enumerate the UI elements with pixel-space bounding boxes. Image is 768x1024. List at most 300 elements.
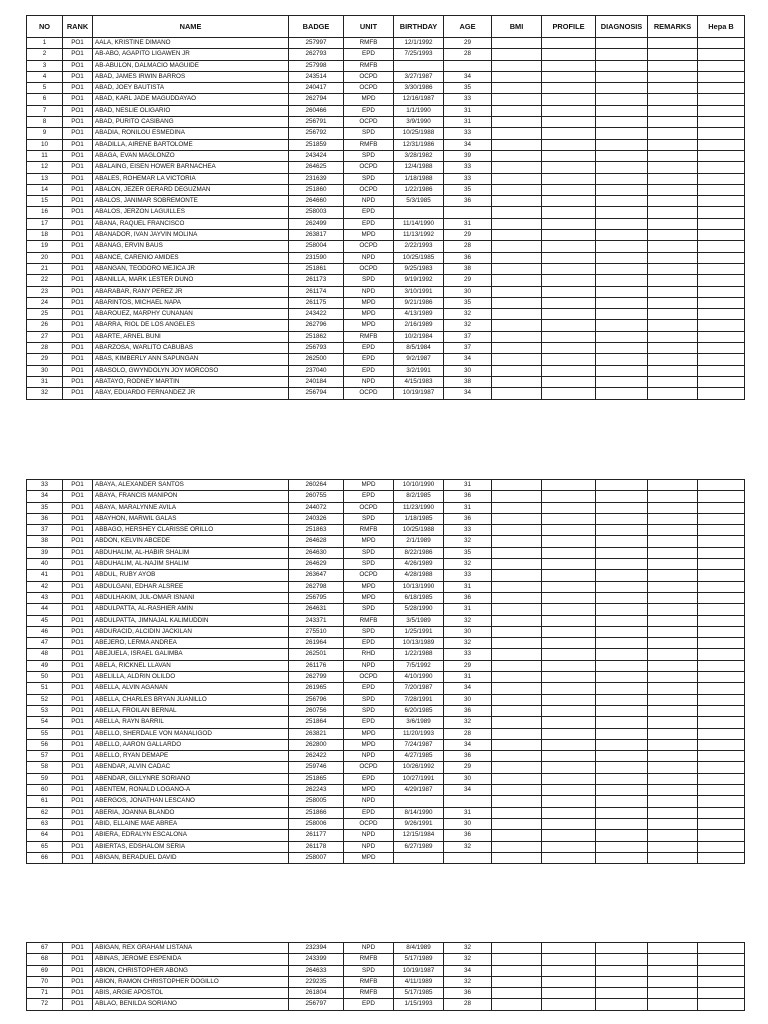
cell-profile xyxy=(542,139,596,150)
cell-unit: NPD xyxy=(344,796,394,807)
cell-bmi xyxy=(492,275,542,286)
cell-no: 4 xyxy=(27,71,63,82)
cell-hepa-b xyxy=(698,615,745,626)
cell-hepa-b xyxy=(698,252,745,263)
cell-rank: PO1 xyxy=(63,60,93,71)
cell-unit: RMFB xyxy=(344,38,394,49)
cell-badge: 262501 xyxy=(289,649,344,660)
cell-profile xyxy=(542,275,596,286)
cell-remarks xyxy=(648,570,698,581)
cell-birthday: 7/25/1993 xyxy=(394,49,444,60)
cell-diagnosis xyxy=(596,230,648,241)
cell-age: 35 xyxy=(444,184,492,195)
cell-unit: MPD xyxy=(344,739,394,750)
cell-bmi xyxy=(492,354,542,365)
table-row xyxy=(27,943,745,954)
cell-hepa-b xyxy=(698,751,745,762)
cell-profile xyxy=(542,184,596,195)
cell-bmi xyxy=(492,263,542,274)
cell-bmi xyxy=(492,525,542,536)
cell-name: ABALAING, EISEN HOWER BARNACHEA xyxy=(93,162,289,173)
cell-profile xyxy=(542,241,596,252)
table-row xyxy=(27,376,745,387)
cell-name: ABAGA, EVAN MAGLONZO xyxy=(93,150,289,161)
cell-badge: 258004 xyxy=(289,241,344,252)
cell-badge: 258005 xyxy=(289,796,344,807)
cell-rank: PO1 xyxy=(63,309,93,320)
header-remarks: REMARKS xyxy=(648,16,698,38)
cell-hepa-b xyxy=(698,807,745,818)
cell-age: 28 xyxy=(444,728,492,739)
cell-remarks xyxy=(648,286,698,297)
cell-age: 32 xyxy=(444,638,492,649)
cell-name: ABALOS, JANIMAR SOBREMONTE xyxy=(93,196,289,207)
cell-age: 29 xyxy=(444,230,492,241)
cell-age: 35 xyxy=(444,547,492,558)
cell-badge: 258007 xyxy=(289,852,344,863)
cell-birthday: 10/10/1990 xyxy=(394,480,444,491)
header-name: NAME xyxy=(93,16,289,38)
cell-profile xyxy=(542,38,596,49)
cell-hepa-b xyxy=(698,230,745,241)
cell-birthday: 1/22/1988 xyxy=(394,649,444,660)
cell-birthday: 9/21/1986 xyxy=(394,297,444,308)
cell-unit: EPD xyxy=(344,491,394,502)
cell-badge: 262794 xyxy=(289,94,344,105)
cell-bmi xyxy=(492,150,542,161)
cell-remarks xyxy=(648,773,698,784)
table-row xyxy=(27,196,745,207)
table-row xyxy=(27,343,745,354)
cell-no: 65 xyxy=(27,841,63,852)
cell-birthday: 8/4/1989 xyxy=(394,943,444,954)
cell-remarks xyxy=(648,672,698,683)
cell-age: 36 xyxy=(444,988,492,999)
cell-rank: PO1 xyxy=(63,773,93,784)
cell-hepa-b xyxy=(698,196,745,207)
cell-remarks xyxy=(648,139,698,150)
cell-name: ABADIA, RONILOU ESMEDINA xyxy=(93,128,289,139)
cell-rank: PO1 xyxy=(63,388,93,399)
cell-diagnosis xyxy=(596,241,648,252)
cell-hepa-b xyxy=(698,762,745,773)
cell-badge: 262500 xyxy=(289,354,344,365)
cell-unit: SPD xyxy=(344,128,394,139)
cell-unit: OCPD xyxy=(344,184,394,195)
cell-diagnosis xyxy=(596,536,648,547)
cell-name: ABAD, NESLIE OLIGARIO xyxy=(93,105,289,116)
cell-no: 29 xyxy=(27,354,63,365)
cell-name: ABAYA, MARALYNNE AVILA xyxy=(93,502,289,513)
cell-rank: PO1 xyxy=(63,660,93,671)
cell-unit: SPD xyxy=(344,275,394,286)
cell-profile xyxy=(542,638,596,649)
cell-no: 55 xyxy=(27,728,63,739)
cell-birthday: 1/22/1986 xyxy=(394,184,444,195)
cell-birthday: 6/20/1985 xyxy=(394,705,444,716)
cell-profile xyxy=(542,705,596,716)
cell-hepa-b xyxy=(698,60,745,71)
cell-birthday: 8/2/1985 xyxy=(394,491,444,502)
cell-unit: NPD xyxy=(344,660,394,671)
cell-rank: PO1 xyxy=(63,94,93,105)
cell-bmi xyxy=(492,105,542,116)
cell-hepa-b xyxy=(698,570,745,581)
cell-diagnosis xyxy=(596,388,648,399)
table-row xyxy=(27,762,745,773)
cell-bmi xyxy=(492,739,542,750)
cell-badge: 257997 xyxy=(289,38,344,49)
cell-profile xyxy=(542,252,596,263)
cell-rank: PO1 xyxy=(63,581,93,592)
cell-no: 23 xyxy=(27,286,63,297)
cell-name: ABEJERO, LERMA ANDREA xyxy=(93,638,289,649)
cell-no: 61 xyxy=(27,796,63,807)
cell-bmi xyxy=(492,604,542,615)
cell-unit: OCPD xyxy=(344,672,394,683)
table-row xyxy=(27,954,745,965)
cell-rank: PO1 xyxy=(63,841,93,852)
cell-rank: PO1 xyxy=(63,683,93,694)
cell-diagnosis xyxy=(596,196,648,207)
cell-bmi xyxy=(492,184,542,195)
cell-no: 19 xyxy=(27,241,63,252)
cell-birthday xyxy=(394,852,444,863)
cell-badge: 264633 xyxy=(289,965,344,976)
cell-remarks xyxy=(648,751,698,762)
cell-birthday: 6/27/1989 xyxy=(394,841,444,852)
cell-remarks xyxy=(648,581,698,592)
cell-birthday: 7/20/1987 xyxy=(394,683,444,694)
cell-hepa-b xyxy=(698,694,745,705)
cell-hepa-b xyxy=(698,796,745,807)
cell-name: ABIERTAS, EDSHALOM SERIA xyxy=(93,841,289,852)
cell-hepa-b xyxy=(698,739,745,750)
cell-bmi xyxy=(492,38,542,49)
cell-diagnosis xyxy=(596,309,648,320)
cell-bmi xyxy=(492,117,542,128)
cell-hepa-b xyxy=(698,309,745,320)
cell-remarks xyxy=(648,275,698,286)
cell-name: ABALOS, JERZON LAGUILLES xyxy=(93,207,289,218)
cell-diagnosis xyxy=(596,785,648,796)
cell-badge: 262793 xyxy=(289,49,344,60)
cell-profile xyxy=(542,196,596,207)
cell-hepa-b xyxy=(698,331,745,342)
cell-hepa-b xyxy=(698,683,745,694)
cell-profile xyxy=(542,739,596,750)
cell-rank: PO1 xyxy=(63,547,93,558)
cell-unit: RMFB xyxy=(344,615,394,626)
cell-bmi xyxy=(492,728,542,739)
cell-diagnosis xyxy=(596,638,648,649)
cell-rank: PO1 xyxy=(63,71,93,82)
cell-no: 67 xyxy=(27,943,63,954)
cell-no: 39 xyxy=(27,547,63,558)
table-row xyxy=(27,751,745,762)
cell-age: 32 xyxy=(444,717,492,728)
cell-rank: PO1 xyxy=(63,320,93,331)
table-row xyxy=(27,694,745,705)
cell-badge: 243514 xyxy=(289,71,344,82)
cell-diagnosis xyxy=(596,173,648,184)
cell-no: 43 xyxy=(27,592,63,603)
cell-diagnosis xyxy=(596,105,648,116)
table-row xyxy=(27,852,745,863)
cell-unit: RMFB xyxy=(344,139,394,150)
cell-badge: 264630 xyxy=(289,547,344,558)
cell-bmi xyxy=(492,830,542,841)
cell-birthday: 8/22/1986 xyxy=(394,547,444,558)
cell-hepa-b xyxy=(698,105,745,116)
cell-name: ABATAYO, RODNEY MARTIN xyxy=(93,376,289,387)
cell-rank: PO1 xyxy=(63,807,93,818)
cell-unit: EPD xyxy=(344,343,394,354)
cell-no: 10 xyxy=(27,139,63,150)
cell-name: ABAYA, ALEXANDER SANTOS xyxy=(93,480,289,491)
table-row xyxy=(27,705,745,716)
table-row xyxy=(27,365,745,376)
cell-rank: PO1 xyxy=(63,241,93,252)
cell-diagnosis xyxy=(596,150,648,161)
cell-profile xyxy=(542,694,596,705)
cell-profile xyxy=(542,513,596,524)
cell-birthday: 9/2/1987 xyxy=(394,354,444,365)
cell-rank: PO1 xyxy=(63,649,93,660)
cell-remarks xyxy=(648,626,698,637)
cell-profile xyxy=(542,60,596,71)
cell-profile xyxy=(542,49,596,60)
cell-hepa-b xyxy=(698,94,745,105)
cell-age: 34 xyxy=(444,139,492,150)
table-row xyxy=(27,999,745,1010)
cell-unit: MPD xyxy=(344,320,394,331)
cell-no: 15 xyxy=(27,196,63,207)
cell-badge: 264629 xyxy=(289,559,344,570)
cell-age: 32 xyxy=(444,320,492,331)
cell-hepa-b xyxy=(698,976,745,987)
cell-bmi xyxy=(492,649,542,660)
cell-hepa-b xyxy=(698,660,745,671)
cell-diagnosis xyxy=(596,559,648,570)
cell-age: 34 xyxy=(444,71,492,82)
cell-birthday: 1/1/1990 xyxy=(394,105,444,116)
cell-birthday: 3/10/1991 xyxy=(394,286,444,297)
cell-remarks xyxy=(648,999,698,1010)
cell-rank: PO1 xyxy=(63,230,93,241)
cell-rank: PO1 xyxy=(63,117,93,128)
cell-birthday: 12/1/1992 xyxy=(394,38,444,49)
header-profile: PROFILE xyxy=(542,16,596,38)
cell-profile xyxy=(542,818,596,829)
cell-age: 30 xyxy=(444,694,492,705)
cell-birthday xyxy=(394,207,444,218)
cell-diagnosis xyxy=(596,71,648,82)
cell-rank: PO1 xyxy=(63,263,93,274)
cell-birthday: 10/19/1987 xyxy=(394,388,444,399)
cell-unit: OCPD xyxy=(344,263,394,274)
cell-badge: 262499 xyxy=(289,218,344,229)
cell-diagnosis xyxy=(596,751,648,762)
cell-remarks xyxy=(648,196,698,207)
cell-remarks xyxy=(648,320,698,331)
cell-bmi xyxy=(492,320,542,331)
cell-badge: 240326 xyxy=(289,513,344,524)
header-birthday: BIRTHDAY xyxy=(394,16,444,38)
cell-remarks xyxy=(648,71,698,82)
cell-bmi xyxy=(492,796,542,807)
cell-name: ABAY, EDUARDO FERNANDEZ JR xyxy=(93,388,289,399)
cell-profile xyxy=(542,263,596,274)
cell-remarks xyxy=(648,230,698,241)
cell-name: ABASOLO, GWYNDOLYN JOY MORCOSO xyxy=(93,365,289,376)
cell-birthday: 11/13/1992 xyxy=(394,230,444,241)
cell-unit: EPD xyxy=(344,999,394,1010)
cell-rank: PO1 xyxy=(63,354,93,365)
cell-hepa-b xyxy=(698,150,745,161)
cell-birthday: 11/20/1993 xyxy=(394,728,444,739)
cell-hepa-b xyxy=(698,604,745,615)
cell-name: ABAYHON, MARWIL GALAS xyxy=(93,513,289,524)
cell-unit: MPD xyxy=(344,852,394,863)
cell-profile xyxy=(542,94,596,105)
cell-no: 16 xyxy=(27,207,63,218)
cell-badge: 251864 xyxy=(289,717,344,728)
cell-rank: PO1 xyxy=(63,162,93,173)
header-unit: UNIT xyxy=(344,16,394,38)
cell-rank: PO1 xyxy=(63,559,93,570)
cell-age: 28 xyxy=(444,999,492,1010)
cell-no: 45 xyxy=(27,615,63,626)
cell-diagnosis xyxy=(596,717,648,728)
cell-diagnosis xyxy=(596,954,648,965)
cell-hepa-b xyxy=(698,218,745,229)
cell-no: 44 xyxy=(27,604,63,615)
cell-remarks xyxy=(648,502,698,513)
cell-age: 37 xyxy=(444,343,492,354)
cell-rank: PO1 xyxy=(63,672,93,683)
cell-remarks xyxy=(648,739,698,750)
cell-no: 1 xyxy=(27,38,63,49)
cell-unit: MPD xyxy=(344,297,394,308)
cell-hepa-b xyxy=(698,354,745,365)
cell-birthday: 12/31/1986 xyxy=(394,139,444,150)
cell-diagnosis xyxy=(596,320,648,331)
table-row xyxy=(27,604,745,615)
cell-profile xyxy=(542,536,596,547)
roster-table-page-3 xyxy=(26,942,745,1011)
header-row xyxy=(27,16,745,38)
cell-age: 34 xyxy=(444,739,492,750)
cell-age: 33 xyxy=(444,94,492,105)
cell-remarks xyxy=(648,241,698,252)
cell-bmi xyxy=(492,331,542,342)
cell-age: 33 xyxy=(444,525,492,536)
cell-no: 54 xyxy=(27,717,63,728)
cell-bmi xyxy=(492,309,542,320)
cell-age: 30 xyxy=(444,365,492,376)
cell-unit: SPD xyxy=(344,965,394,976)
cell-profile xyxy=(542,365,596,376)
cell-hepa-b xyxy=(698,988,745,999)
cell-rank: PO1 xyxy=(63,480,93,491)
cell-badge: 264625 xyxy=(289,162,344,173)
cell-hepa-b xyxy=(698,38,745,49)
cell-age: 32 xyxy=(444,536,492,547)
cell-birthday: 9/19/1992 xyxy=(394,275,444,286)
cell-remarks xyxy=(648,388,698,399)
cell-no: 14 xyxy=(27,184,63,195)
cell-badge: 243424 xyxy=(289,150,344,161)
cell-unit: SPD xyxy=(344,559,394,570)
cell-unit: EPD xyxy=(344,638,394,649)
cell-birthday: 4/13/1989 xyxy=(394,309,444,320)
cell-no: 47 xyxy=(27,638,63,649)
cell-unit: RHD xyxy=(344,649,394,660)
cell-bmi xyxy=(492,852,542,863)
cell-age: 32 xyxy=(444,559,492,570)
cell-profile xyxy=(542,683,596,694)
cell-diagnosis xyxy=(596,49,648,60)
cell-profile xyxy=(542,785,596,796)
cell-name: ABAROUEZ, MARPHY CUNANAN xyxy=(93,309,289,320)
cell-badge: 251860 xyxy=(289,184,344,195)
table-row xyxy=(27,71,745,82)
cell-rank: PO1 xyxy=(63,999,93,1010)
cell-badge: 275510 xyxy=(289,626,344,637)
cell-name: ABELLA, FROILAN BERNAL xyxy=(93,705,289,716)
cell-birthday: 10/13/1990 xyxy=(394,581,444,592)
cell-age: 33 xyxy=(444,173,492,184)
cell-unit: OCPD xyxy=(344,83,394,94)
table-row xyxy=(27,241,745,252)
cell-hepa-b xyxy=(698,999,745,1010)
cell-diagnosis xyxy=(596,830,648,841)
cell-no: 3 xyxy=(27,60,63,71)
cell-no: 31 xyxy=(27,376,63,387)
cell-no: 42 xyxy=(27,581,63,592)
table-row xyxy=(27,173,745,184)
cell-name: ABELLO, RYAN DEMAPE xyxy=(93,751,289,762)
cell-profile xyxy=(542,230,596,241)
cell-age: 37 xyxy=(444,331,492,342)
cell-birthday: 5/28/1990 xyxy=(394,604,444,615)
cell-badge: 232394 xyxy=(289,943,344,954)
cell-birthday: 10/27/1991 xyxy=(394,773,444,784)
cell-no: 28 xyxy=(27,343,63,354)
cell-age: 28 xyxy=(444,49,492,60)
cell-name: ABION, CHRISTOPHER ABONG xyxy=(93,965,289,976)
cell-diagnosis xyxy=(596,592,648,603)
cell-remarks xyxy=(648,965,698,976)
cell-profile xyxy=(542,976,596,987)
cell-hepa-b xyxy=(698,536,745,547)
cell-no: 38 xyxy=(27,536,63,547)
cell-hepa-b xyxy=(698,525,745,536)
table-row xyxy=(27,275,745,286)
cell-age: 33 xyxy=(444,162,492,173)
cell-badge: 251862 xyxy=(289,331,344,342)
cell-birthday: 7/5/1992 xyxy=(394,660,444,671)
cell-age: 32 xyxy=(444,943,492,954)
cell-profile xyxy=(542,173,596,184)
cell-name: ABELLA, CHARLES BRYAN JUANILLO xyxy=(93,694,289,705)
cell-rank: PO1 xyxy=(63,604,93,615)
cell-no: 68 xyxy=(27,954,63,965)
cell-bmi xyxy=(492,570,542,581)
cell-no: 37 xyxy=(27,525,63,536)
table-row xyxy=(27,773,745,784)
